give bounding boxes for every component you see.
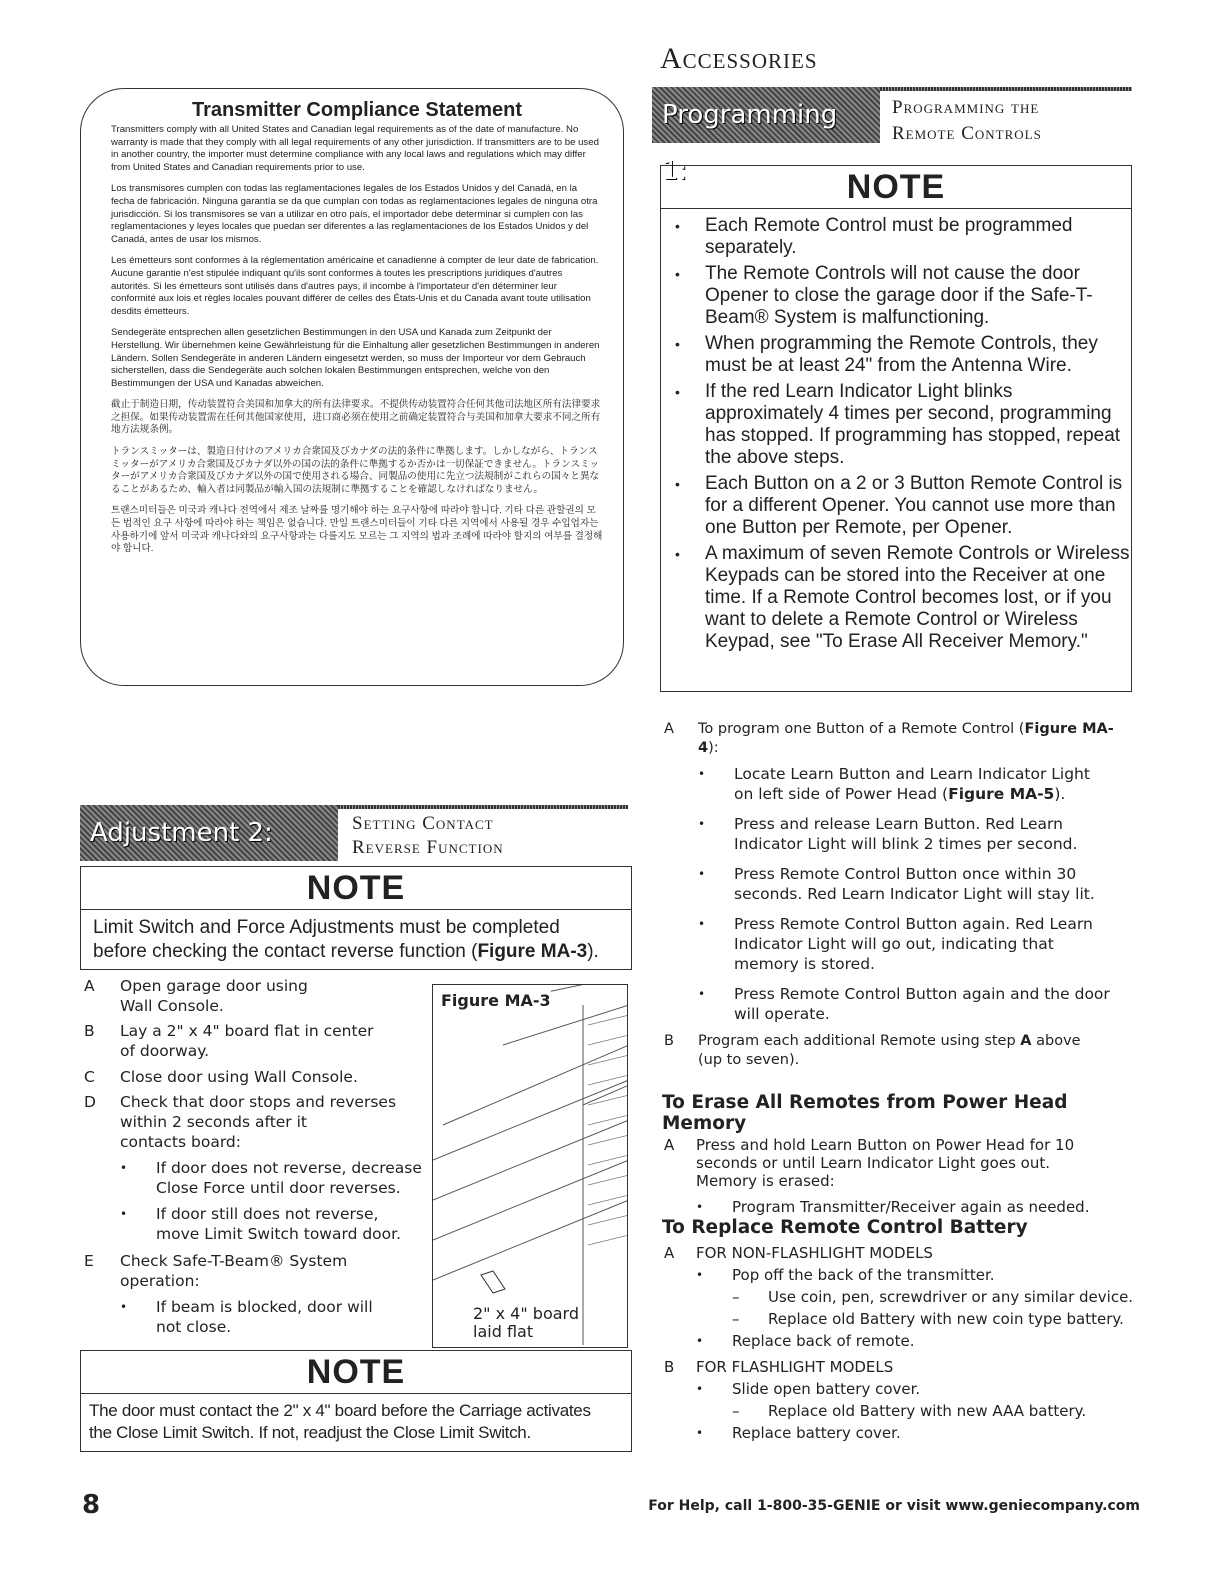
- programming-title-line1: Programming the: [892, 97, 1040, 118]
- adjustment-note2-line2: the Close Limit Switch. If not, readjust the Close Limit Switch.: [89, 1423, 531, 1442]
- bullet-line: memory is stored.: [734, 955, 875, 973]
- step-letter: A: [664, 1244, 675, 1262]
- step-b-bold: A: [1020, 1033, 1032, 1049]
- battery-a-title: FOR NON-FLASHLIGHT MODELS: [696, 1244, 933, 1262]
- step-a-bullet: [698, 764, 1134, 804]
- bullet-line: Indicator Light will blink 2 times per second.: [734, 835, 1078, 853]
- step-letter: A: [664, 721, 674, 737]
- bullet-line: • If door still does not reverse,: [156, 1205, 379, 1223]
- step-a-figure-ref: Figure MA-4: [698, 721, 1114, 756]
- compliance-french: Les émetteurs sont conformes à la réglementation américaine et canadienne à compter de leur date de fabrication. Aucune garantie n'est stipulée indiquant qu'ils sont conformes à toutes les prescriptions juridiques d'autres autorités. Si les émetteurs sont utilisés dans d'autres pays, il incombe à l'importateur d'en déterminer leur conformité aux lois et règles locales pouvant différer de celles des États-Unis et du Canada avant toute utilisation desdits émetteurs.: [111, 255, 599, 317]
- step-a-close: ):: [708, 740, 719, 756]
- step-d-bullet-1: [120, 1158, 424, 1198]
- erase-bullet: • Program Transmitter/Receiver again as needed.: [696, 1198, 1142, 1216]
- figure-caption-line2: laid flat: [473, 1322, 534, 1341]
- bullet-close: ).: [1054, 785, 1066, 803]
- adjustment-note2-line1: The door must contact the 2" x 4" board before the Carriage activates: [89, 1401, 591, 1420]
- step-line: within 2 seconds after it: [120, 1113, 307, 1131]
- compliance-spanish: Los transmisores cumplen con todas las reglamentaciones legales de los Estados Unidos y del Canadá, en la fecha de fabricación. Ninguna garantía se da que cumplan con todas as reglamentaciones legales de ninguna otra jurisdicción. Si los transmisores se van a utilizar en otro país, el importador debe determinar si cumplen con las reglamentaciones y leyes locales que puedan ser diferentes a las reglamentaciones de los Estados Unidos y del Canadá, antes de usar los mismos.: [111, 183, 598, 245]
- bullet-line: • If beam is blocked, door will: [156, 1298, 373, 1316]
- battery-section: [662, 1217, 1152, 1444]
- battery-step-b: [662, 1356, 1152, 1444]
- bullet-line: • If door does not reverse, decrease: [156, 1159, 422, 1177]
- step-letter: B: [84, 1022, 95, 1040]
- step-line: of doorway.: [120, 1042, 210, 1060]
- adjustment-note-box: [80, 866, 632, 970]
- adjustment-note-close: ).: [587, 941, 599, 962]
- battery-b-title: FOR FLASHLIGHT MODELS: [696, 1358, 894, 1376]
- adjustment-note-line2: [93, 940, 631, 964]
- adjustment-note2-box: [80, 1350, 632, 1452]
- footer-help-text: For Help, call 1-800-35-GENIE or visit www.geniecompany.com: [648, 1498, 1140, 1514]
- adjustment-step-d: [84, 1092, 424, 1244]
- figure-caption-line1: 2" x 4" board: [473, 1304, 580, 1323]
- adjustment-note-text: [81, 910, 631, 964]
- adjustment-step-c: [84, 1067, 424, 1087]
- adjustment-title-line2: Reverse Function: [352, 837, 504, 858]
- erase-heading: To Erase All Remotes from Power Head Memory: [662, 1092, 1068, 1134]
- battery-a-dash: – Use coin, pen, screwdriver or any similar device.: [732, 1286, 1152, 1308]
- battery-a-dash: – Replace old Battery with new coin type battery.: [732, 1308, 1152, 1330]
- erase-line: Press and hold Learn Button on Power Head for 10: [696, 1136, 1075, 1154]
- compliance-chinese: 截止于制造日期，传动装置符合美国和加拿大的所有法律要求。不提供传动装置符合任何其他司法地区所有法律要求之担保。如果传动装置需在任何其他国家使用，进口商必须在使用之前确定装置符合与美国和加拿大要求不同之所有地方法规条例。: [111, 399, 601, 436]
- step-d-bullet-2: [120, 1204, 424, 1244]
- bullet-line: Indicator Light will go out, indicating that: [734, 935, 1054, 953]
- step-b-line1: [698, 1032, 1134, 1051]
- garage-door-illustration: [433, 985, 628, 1348]
- step-b-line2: (up to seven).: [698, 1052, 800, 1068]
- figure-ma-3: [432, 984, 628, 1348]
- step-e-bullet: [120, 1297, 424, 1337]
- accessories-heading: Accessories: [660, 42, 818, 75]
- bullet-line: Close Force until door reverses.: [156, 1179, 401, 1197]
- step-letter: B: [664, 1358, 675, 1376]
- bullet-line: • Press Remote Control Button once within 30: [734, 865, 1077, 883]
- adjustment-title-line1: Setting Contact: [352, 813, 494, 834]
- bullet-line: • Press Remote Control Button again and the door: [734, 985, 1110, 1003]
- bullet-line-text: on left side of Power Head (: [734, 785, 949, 803]
- adjustment-note-heading: NOTE: [81, 867, 631, 910]
- figure-label: Figure MA-3: [441, 991, 551, 1010]
- bullet-line-2: [734, 784, 1134, 804]
- bullet-line: will operate.: [734, 1005, 830, 1023]
- programming-step-a: [664, 720, 1134, 758]
- step-letter: A: [664, 1136, 675, 1154]
- step-line: Open garage door using: [120, 977, 308, 995]
- programming-steps: [664, 720, 1134, 1070]
- board-icon: [481, 1271, 505, 1293]
- step-b-text: Program each additional Remote using step: [698, 1033, 1021, 1049]
- step-line: Check Safe-T-Beam® System: [120, 1252, 348, 1270]
- adjustment-tag: Adjustment 2:: [80, 805, 338, 861]
- bullet-figure-ref: Figure MA-5: [948, 785, 1055, 803]
- step-a-bullet: [698, 914, 1134, 974]
- step-line: Check that door stops and reverses: [120, 1093, 397, 1111]
- programming-note-heading: NOTE: [661, 166, 1131, 209]
- step-a-bullets: [698, 764, 1134, 1024]
- adjustment-rule: [338, 805, 628, 809]
- page-number: 8: [82, 1490, 101, 1520]
- note-item: • A maximum of seven Remote Controls or Wireless Keypads can be stored into the Receiver at one time. If a Remote Control becomes lost, or if you want to delete a Remote Control or Wireless Keypad, see "To Erase All Receiver Memory.": [705, 543, 1131, 653]
- programming-banner: [652, 87, 1132, 186]
- compliance-english: Transmitters comply with all United States and Canadian legal requirements as of the date of manufacture. No warranty is made that they comply with all legal requirements of any other jurisdiction. If transmitters are to be used in another country, the importer must determine compliance with any local laws and regulations which may differ from United States and Canadian requirements prior to use.: [111, 124, 599, 173]
- step-letter: C: [84, 1068, 95, 1086]
- bullet-line: • Locate Learn Button and Learn Indicator Light: [734, 765, 1090, 783]
- step-a-bullet: [698, 814, 1134, 854]
- erase-line: seconds or until Learn Indicator Light goes out.: [696, 1154, 1050, 1172]
- programming-step-b: [664, 1032, 1134, 1070]
- compliance-japanese: トランスミッターは、製造日付けのアメリカ合衆国及びカナダの法的条件に準拠します。しかしながら、トランスミッターがアメリカ合衆国及びカナダ以外の国の法的条件に準拠するか否かは一切保証できません。トランスミッターがアメリカ合衆国及びカナダ以外の国で使用される場合、同製品の使用に先立つ法規制がこれらの国々と異なることがあるため、輸入者は同製品が輸入国の法規制に準拠することを確認しなければなりません。: [111, 446, 600, 495]
- adjustment-note-line1: Limit Switch and Force Adjustments must be completed: [93, 917, 560, 938]
- step-a-bullet: [698, 984, 1134, 1024]
- step-letter: A: [84, 977, 95, 995]
- adjustment-note2-text: [81, 1394, 631, 1444]
- adjustment-step-a: [84, 976, 424, 1016]
- battery-b-bullet: • Slide open battery cover.: [696, 1378, 1152, 1400]
- erase-line: Memory is erased:: [696, 1172, 835, 1190]
- step-line: Lay a 2" x 4" board flat in center: [120, 1022, 374, 1040]
- step-line: Wall Console.: [120, 997, 224, 1015]
- erase-section: [662, 1092, 1142, 1216]
- compliance-statement-box: [80, 88, 624, 686]
- note-item: • If the red Learn Indicator Light blinks approximately 4 times per second, programming has stopped. If programming has stopped, repeat the above steps.: [705, 381, 1131, 469]
- adjustment-note2-heading: NOTE: [81, 1351, 631, 1394]
- programming-note-list: [661, 215, 1131, 653]
- bullet-line: • Press and release Learn Button. Red Learn: [734, 815, 1063, 833]
- programming-note-box: [660, 165, 1132, 692]
- adjustment-note-line2-text: before checking the contact reverse function (: [93, 941, 478, 962]
- step-letter: E: [84, 1252, 94, 1270]
- adjustment-banner: [80, 805, 628, 861]
- note-item: • Each Button on a 2 or 3 Button Remote Control is for a different Opener. You cannot use more than one Button per Remote, per Opener.: [705, 473, 1131, 539]
- battery-step-a: [662, 1242, 1152, 1352]
- note-item: • Each Remote Control must be programmed separately.: [705, 215, 1131, 259]
- programming-rule: [880, 87, 1132, 91]
- programming-tag: Programming 1:: [652, 87, 880, 143]
- battery-a-bullet: • Replace back of remote.: [696, 1330, 1152, 1352]
- erase-step-a: [662, 1136, 1142, 1216]
- note-item: • When programming the Remote Controls, they must be at least 24" from the Antenna Wire.: [705, 333, 1131, 377]
- bullet-line: move Limit Switch toward door.: [156, 1225, 402, 1243]
- adjustment-step-e: [84, 1251, 424, 1337]
- note-item: • The Remote Controls will not cause the door Opener to close the garage door if the Safe-T-Beam® System is malfunctioning.: [705, 263, 1131, 329]
- figure-caption: [473, 1305, 579, 1341]
- step-letter: B: [664, 1033, 674, 1049]
- battery-b-bullet: • Replace battery cover.: [696, 1422, 1152, 1444]
- compliance-title: Transmitter Compliance Statement: [191, 99, 523, 121]
- compliance-german: Sendegeräte entsprechen allen gesetzlichen Bestimmungen in den USA und Kanada zum Zeitpunkt der Herstellung. Wir übernehmen keine Gewährleistung für die Einhaltung aller gesetzlichen Bestimmungen in anderen Ländern. Sollen Sendegeräte in anderen Ländern eingesetzt werden, so muss der Importeur vor dem Gebrauch sicherstellen, dass die Sendegeräte auch solchen lokalen Bestimmungen entsprechen, welche von den Bestimmungen der USA und Kanadas abweichen.: [111, 327, 600, 389]
- step-line: Close door using Wall Console.: [120, 1068, 358, 1086]
- step-letter: D: [84, 1093, 96, 1111]
- step-b-text-2: above: [1031, 1033, 1081, 1049]
- bullet-line: seconds. Red Learn Indicator Light will stay lit.: [734, 885, 1095, 903]
- battery-b-dash: – Replace old Battery with new AAA battery.: [732, 1400, 1152, 1422]
- step-a-text: To program one Button of a Remote Control (: [698, 721, 1025, 737]
- step-line: operation:: [120, 1272, 200, 1290]
- battery-a-bullet: • Pop off the back of the transmitter.: [696, 1264, 1152, 1286]
- adjustment-note-figure-ref: Figure MA-3: [477, 941, 588, 962]
- bullet-line: • Press Remote Control Button again. Red Learn: [734, 915, 1093, 933]
- compliance-korean: 트랜스미터들은 미국과 캐나다 전역에서 제조 날짜를 명기해야 하는 요구사항에 따라야 합니다. 기타 다른 관할권의 모든 법적인 요구 사항에 따라야 하는 책임은 없습니다. 만일 트랜스미터들이 기타 다른 지역에서 사용될 경우 수입업자는 사용하기에 앞서 미국과 캐나다와의 요구사항과는 다를지도 모르는 그 지역의 법과 조례에 따라야 할지의 여부를 결정해야 합니다.: [111, 505, 603, 555]
- step-a-bullet: [698, 864, 1134, 904]
- bullet-line: not close.: [156, 1318, 232, 1336]
- adjustment-step-b: [84, 1021, 424, 1061]
- programming-title-line2: Remote Controls: [892, 123, 1042, 144]
- battery-heading: To Replace Remote Control Battery: [662, 1217, 1028, 1238]
- step-line: contacts board:: [120, 1133, 241, 1151]
